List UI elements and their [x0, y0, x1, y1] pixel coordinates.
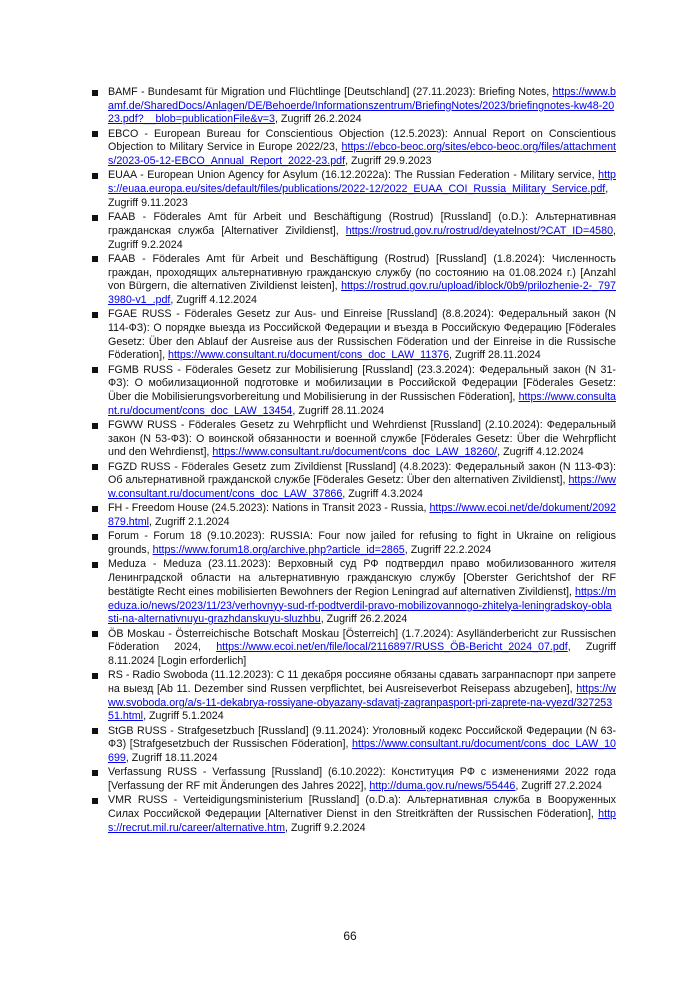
reference-link[interactable]: https://www.ecoi.net/en/file/local/2116897/RUSS_ÖB-Bericht_2024_07.pdf: [216, 641, 568, 654]
square-bullet-icon: [92, 367, 98, 373]
reference-text: ÖB Moskau - Österreichische Botschaft Moskau [Österreich] (1.7.2024): Asylländerbericht zur Russischen Föderation 2024,: [108, 627, 616, 654]
reference-text: StGB RUSS - Strafgesetzbuch [Russland] (9.11.2024): Уголовный кодекс Российской Федерации (N 63-ФЗ) [Strafgesetzbuch der Russischen Föderation],: [108, 724, 616, 751]
reference-access-date: , Zugriff 4.12.2024: [170, 293, 257, 306]
reference-item: [92, 794, 616, 835]
square-bullet-icon: [92, 534, 98, 540]
reference-text: FAAB - Föderales Amt für Arbeit und Beschäftigung (Rostrud) [Russland] (1.8.2024): Численность граждан, проходящих альтернативную гражданскую службу (по состоянию на 01.08.2024 г.) [Anzahl von Bürgern, die alternativen Zivildienst leisten],: [108, 252, 616, 293]
reference-text: FAAB - Föderales Amt für Arbeit und Beschäftigung (Rostrud) [Russland] (o.D.): Альтернативная гражданская служба [Alternativer Zivildienst],: [108, 211, 616, 237]
reference-link[interactable]: https://meduza.io/news/2023/11/23/verhovnyy-sud-rf-podtverdil-pravo-mobilizovannogo-zhitelya-leningradskoy-oblasti-na-alternativnuyu-grazhdanskuyu-sluzhbu: [108, 585, 616, 626]
reference-access-date: , Zugriff 4.3.2024: [342, 488, 423, 501]
reference-link[interactable]: https://recrut.mil.ru/career/alternative.htm: [108, 808, 616, 834]
reference-item: [92, 766, 616, 793]
reference-link[interactable]: https://www.forum18.org/archive.php?article_id=2865: [152, 544, 405, 557]
reference-access-date: , Zugriff 9.2.2024: [285, 821, 366, 834]
reference-link[interactable]: https://www.consultant.ru/document/cons_doc_LAW_10699: [108, 738, 616, 765]
reference-list: [92, 86, 616, 836]
reference-link[interactable]: https://ebco-beoc.org/sites/ebco-beoc.org/files/attachments/2023-05-12-EBCO_Annual_Report_2022-23.pdf: [108, 141, 616, 168]
reference-link[interactable]: http://duma.gov.ru/news/55446: [369, 780, 516, 793]
reference-item: [92, 253, 616, 308]
square-bullet-icon: [92, 90, 98, 96]
reference-access-date: , Zugriff 2.1.2024: [149, 516, 230, 529]
reference-text: FGMB RUSS - Föderales Gesetz zur Mobilisierung [Russland] (23.3.2024): Федеральный закон (N 31-ФЗ): О мобилизационной подготовке и мобилизации в Российской Федерации [Föderales Gesetz: Über die Mobilisierungsvorbereitung und Mobilisierung in der Russischen Föderation],: [108, 363, 616, 404]
reference-access-date: , Zugriff 28.11.2024: [449, 349, 541, 362]
reference-text: FH - Freedom House (24.5.2023): Nations in Transit 2023 - Russia,: [108, 502, 430, 515]
square-bullet-icon: [92, 215, 98, 221]
reference-item: [92, 669, 616, 724]
reference-text: BAMF - Bundesamt für Migration und Flüchtlinge [Deutschland] (27.11.2023): Briefing Notes,: [108, 86, 553, 98]
square-bullet-icon: [92, 423, 98, 429]
reference-item: [92, 558, 616, 627]
reference-access-date: , Zugriff 4.12.2024: [497, 446, 584, 459]
reference-text: Verfassung RUSS - Verfassung [Russland] (6.10.2022): Конституция РФ с изменениями 2022 года [Verfassung der RF mit Änderungen des Jahres 2022],: [108, 766, 616, 793]
reference-text: VMR RUSS - Verteidigungsministerium [Russland] (o.D.a): Альтернативная служба в Вооруженных Силах Российской Федерации [Alternativer Dienst in den Streitkräften der Russischen Föderation],: [108, 794, 616, 821]
reference-access-date: , Zugriff 9.2.2024: [108, 224, 616, 251]
square-bullet-icon: [92, 562, 98, 568]
reference-link[interactable]: https://euaa.europa.eu/sites/default/files/publications/2022-12/2022_EUAA_COI_Russia_Military_Service.pdf: [108, 169, 616, 196]
square-bullet-icon: [92, 728, 98, 734]
reference-link[interactable]: https://www.consultant.ru/document/cons_doc_LAW_37866: [108, 474, 616, 501]
reference-link[interactable]: https://rostrud.gov.ru/upload/iblock/0b9/prilozhenie-2-_7973980-v1_.pdf: [108, 280, 616, 306]
reference-access-date: , Zugriff 18.11.2024: [125, 752, 218, 765]
reference-access-date: , Zugriff 22.2.2024: [404, 544, 492, 557]
reference-access-date: , Zugriff 26.2.2024: [320, 613, 408, 626]
reference-item: [92, 502, 616, 529]
reference-access-date: , Zugriff 5.1.2024: [143, 710, 224, 723]
reference-item: [92, 364, 616, 419]
reference-text: RS - Radio Swoboda (11.12.2023): С 11 декабря россияне обязаны сдавать загранпаспорт при запрете на выезд [Ab 11. Dezember sind Russen verpflichtet, bei Ausreiseverbot Reisepass abzugeben],: [108, 669, 616, 695]
square-bullet-icon: [92, 506, 98, 512]
square-bullet-icon: [92, 256, 98, 262]
square-bullet-icon: [92, 464, 98, 470]
reference-item: [92, 169, 616, 210]
square-bullet-icon: [92, 131, 98, 137]
reference-access-date: , Zugriff 29.9.2023: [345, 155, 432, 168]
reference-access-date: , Zugriff 26.2.2024: [274, 113, 362, 126]
reference-link[interactable]: https://www.svoboda.org/a/s-11-dekabrya-rossiyane-obyazany-sdavatj-zagranpasport-pri-zaprete-na-vyezd/32725351.html: [108, 682, 616, 723]
reference-text: Forum - Forum 18 (9.10.2023): RUSSIA: Four now jailed for refusing to fight in Ukraine on religious grounds,: [108, 530, 616, 557]
reference-link[interactable]: https://www.bamf.de/SharedDocs/Anlagen/DE/Behoerde/Informationszentrum/BriefingNotes/2023/briefingnotes-kw48-2023.pdf?__blob=publicationFile&v=3: [108, 86, 616, 126]
reference-text: FGZD RUSS - Föderales Gesetz zum Zivildienst [Russland] (4.8.2023): Федеральный закон (N 113-ФЗ): Об альтернативной гражданской службе [Föderales Gesetz: Über den alternativen Zivildienst],: [108, 460, 616, 487]
reference-text: EBCO - European Bureau for Conscientious Objection (12.5.2023): Annual Report on Conscientious Objection to Military Service in Europe 2022/23,: [108, 127, 616, 154]
reference-text: EUAA - European Union Agency for Asylum (16.12.2022a): The Russian Federation - Military service,: [108, 169, 599, 182]
reference-text: FGAE RUSS - Föderales Gesetz zur Aus- und Einreise [Russland] (8.8.2024): Федеральный закон (N 114-ФЗ): О порядке выезда из Российской Федерации и въезда в Российскую Федерацию [Föderales Gesetz: Über den Ablauf der Ausreise aus der Russischen Föderation und der Einreise in die Russische Föderation],: [108, 308, 616, 362]
reference-link[interactable]: https://www.consultant.ru/document/cons_doc_LAW_13454: [108, 391, 616, 417]
reference-text: Meduza - Meduza (23.11.2023): Верховный суд РФ подтвердил право мобилизованного жителя Ленинградской области на альтернативную гражданскую службу [Oberster Gerichtshof der RF bestätigte Recht eines mobilisierten Bewohners der Region Leningrad auf alternativen Zivildienst],: [108, 558, 616, 598]
reference-link[interactable]: https://rostrud.gov.ru/rostrud/deyatelnost/?CAT_ID=4580: [345, 224, 614, 237]
reference-access-date: , Zugriff 9.11.2023: [108, 183, 609, 209]
reference-access-date: , Zugriff 28.11.2024: [292, 404, 385, 417]
reference-item: [92, 461, 616, 502]
reference-link[interactable]: https://www.consultant.ru/document/cons_doc_LAW_11376: [168, 349, 450, 362]
reference-access-date: , Zugriff 27.2.2024: [515, 780, 602, 793]
reference-item: [92, 530, 616, 557]
reference-link[interactable]: https://www.consultant.ru/document/cons_doc_LAW_18260/: [212, 446, 498, 459]
square-bullet-icon: [92, 312, 98, 318]
square-bullet-icon: [92, 770, 98, 776]
reference-item: [92, 308, 616, 363]
square-bullet-icon: [92, 673, 98, 679]
square-bullet-icon: [92, 798, 98, 804]
square-bullet-icon: [92, 631, 98, 637]
reference-item: [92, 725, 616, 766]
reference-item: [92, 628, 616, 669]
page-number: 66: [343, 929, 357, 943]
reference-text: FGWW RUSS - Föderales Gesetz zu Wehrpflicht und Wehrdienst [Russland] (2.10.2024): Федеральный закон (N 53-ФЗ): О воинской обязанности и военной службе [Föderales Gesetz: Über die Wehrpflicht und den Wehrdienst],: [108, 419, 616, 459]
reference-access-date: , Zugriff 8.11.2024 [Login erforderlich]: [108, 641, 616, 667]
reference-item: [92, 86, 616, 127]
square-bullet-icon: [92, 173, 98, 179]
reference-item: [92, 211, 616, 252]
reference-item: [92, 419, 616, 460]
reference-item: [92, 128, 616, 169]
reference-link[interactable]: https://www.ecoi.net/de/dokument/2092879.html: [108, 502, 616, 529]
